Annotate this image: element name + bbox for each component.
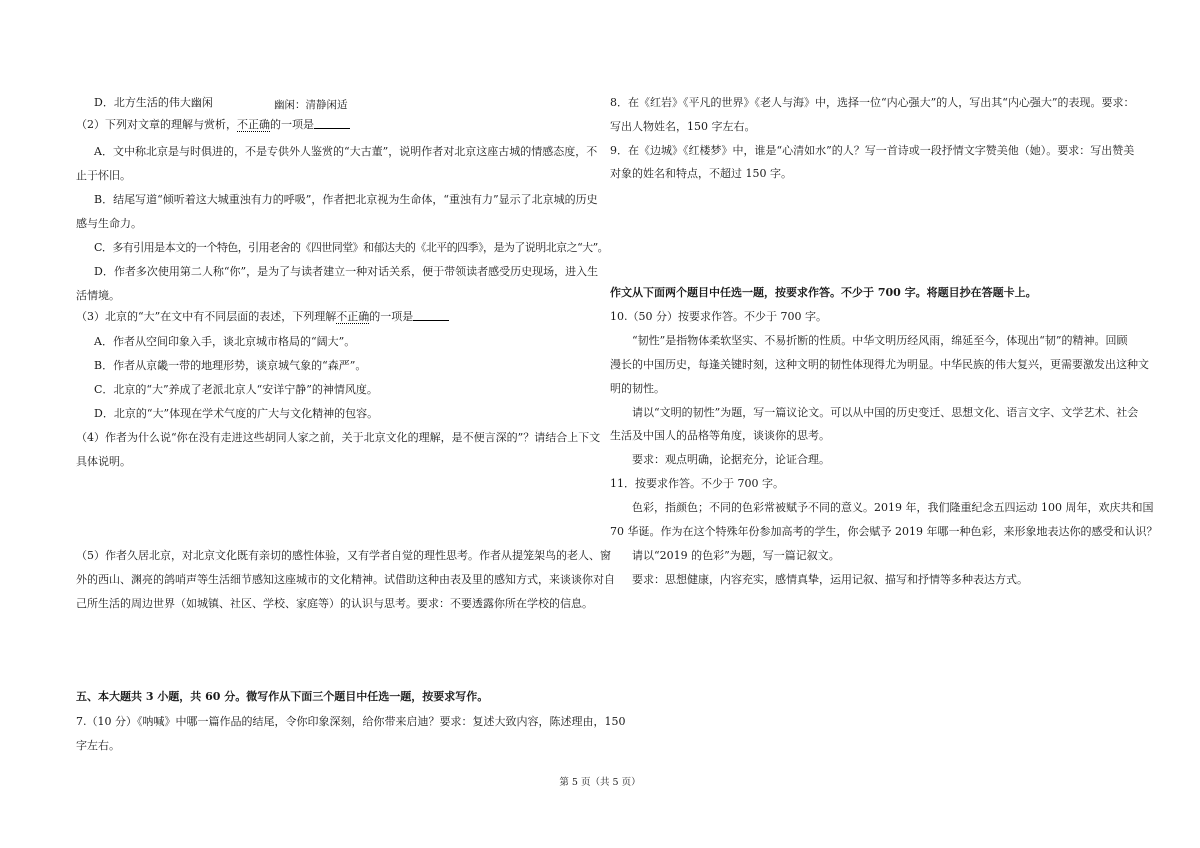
q7-line1: 7.（10 分）《呐喊》中哪一篇作品的结尾，令你印象深刻，给你带来启迪？要求：复述大致内容，陈述理由，150 — [76, 715, 626, 728]
q10-heading: 10.（50 分）按要求作答。不少于 700 字。 — [610, 310, 827, 323]
q8-line2: 写出人物姓名，150 字左右。 — [610, 120, 756, 133]
q2-answer-blank[interactable] — [314, 117, 350, 129]
q2-option-a-line2: 止于怀旧。 — [76, 169, 131, 182]
q2-option-b-line2: 感与生命力。 — [76, 217, 142, 230]
q1-option-d-note: 幽闲：清静闲适 — [274, 99, 348, 111]
q9-line1: 9．在《边城》《红楼梦》中，谁是“心清如水”的人？写一首诗或一段抒情文字赞美他（她）。要求：写出赞美 — [610, 144, 1135, 157]
q11-heading: 11．按要求作答。不少于 700 字。 — [610, 477, 784, 490]
q3-stem-prefix: （3）北京的“大”在文中有不同层面的表述，下列理解 — [76, 310, 337, 323]
q2-stem-suffix: 的一项是 — [270, 118, 314, 131]
q2-stem-emphasis: 不正确 — [237, 118, 270, 131]
q2-option-b-line1: B．结尾写道“倾听着这大城重浊有力的呼吸”，作者把北京视为生命体，“重浊有力”显示了北京城的历史 — [94, 193, 598, 206]
q3-option-a: A．作者从空间印象入手，谈北京城市格局的“阔大”。 — [94, 335, 356, 348]
q11-para1-line1: 色彩，指颜色；不同的色彩常被赋予不同的意义。2019 年，我们隆重纪念五四运动 100 周年，欢庆共和国 — [632, 501, 1154, 514]
q3-stem-emphasis: 不正确 — [336, 310, 370, 323]
q10-para1-line3: 明的韧性。 — [610, 382, 665, 395]
q4-line1: （4）作者为什么说“你在没有走进这些胡同人家之前，关于北京文化的理解，是不便言深的”？请结合上下文 — [76, 431, 601, 444]
q10-para2-line2: 生活及中国人的品格等角度，谈谈你的思考。 — [610, 429, 830, 442]
q3-option-c: C．北京的“大”养成了老派北京人“安详宁静”的神情风度。 — [94, 383, 378, 396]
q2-option-d-line2: 活情境。 — [76, 289, 120, 302]
q2-stem-prefix: （2）下列对文章的理解与赏析， — [76, 118, 237, 131]
q5-line3: 己所生活的周边世界（如城镇、社区、学校、家庭等）的认识与思考。要求：不要透露你所在学校的信息。 — [76, 597, 593, 610]
section-5-header: 五、本大题共 3 小题，共 60 分。微写作从下面三个题目中任选一题，按要求写作。 — [76, 690, 489, 703]
q10-requirements: 要求：观点明确，论据充分，论证合理。 — [632, 453, 830, 466]
q3-answer-blank[interactable] — [413, 309, 449, 321]
q10-para1-line1: “韧性”是指物体柔软坚实、不易折断的性质。中华文明历经风雨，绵延至今，体现出“韧”的精神。回顾 — [632, 334, 1128, 347]
q2-option-a-line1: A．文中称北京是与时俱进的，不是专供外人鉴赏的“大古董”，说明作者对北京这座古城的情感态度，不 — [94, 145, 598, 158]
q5-line2: 外的西山、渊亮的鸽哨声等生活细节感知这座城市的文化精神。试借助这种由表及里的感知方式，来谈谈你对自 — [76, 573, 615, 586]
q11-para1-line2: 70 华诞。作为在这个特殊年份参加高考的学生，你会赋予 2019 年哪一种色彩，来形象地表达你的感受和认识？ — [610, 525, 1158, 538]
q4-line2: 具体说明。 — [76, 455, 131, 468]
q7-line2: 字左右。 — [76, 739, 120, 752]
q9-line2: 对象的姓名和特点，不超过 150 字。 — [610, 167, 792, 180]
q3-option-d: D．北京的“大”体现在学术气度的广大与文化精神的包容。 — [94, 407, 379, 420]
q3-stem — [76, 309, 449, 325]
q11-requirements: 要求：思想健康，内容充实，感情真挚，运用记叙、描写和抒情等多种表达方式。 — [632, 573, 1028, 586]
q8-line1: 8．在《红岩》《平凡的世界》《老人与海》中，选择一位“内心强大”的人，写出其“内心强大”的表现。要求： — [610, 96, 1135, 109]
q10-para1-line2: 漫长的中国历史，每逢关键时刻，这种文明的韧性体现得尤为明显。中华民族的伟大复兴，更需要激发出这种文 — [610, 358, 1149, 371]
q2-stem — [76, 117, 350, 133]
q3-stem-suffix: 的一项是 — [369, 310, 414, 323]
q11-para2: 请以“2019 的色彩”为题，写一篇记叙文。 — [632, 549, 840, 562]
q5-line1: （5）作者久居北京，对北京文化既有亲切的感性体验，又有学者自觉的理性思考。作者从提笼架鸟的老人、窗 — [76, 549, 611, 562]
q2-option-c: C．多有引用是本文的一个特色，引用老舍的《四世同堂》和郁达夫的《北平的四季》，是为了说明北京之“大”。 — [94, 241, 609, 254]
essay-section-header: 作文从下面两个题目中任选一题，按要求作答。不少于 700 字。将题目抄在答题卡上。 — [610, 286, 1037, 299]
q3-option-b: B．作者从京畿一带的地理形势，谈京城气象的“森严”。 — [94, 359, 367, 372]
q1-option-d: D．北方生活的伟大幽闲 — [94, 96, 213, 109]
page-footer: 第 5 页（共 5 页） — [559, 777, 641, 788]
q2-option-d-line1: D．作者多次使用第二人称“你”，是为了与读者建立一种对话关系，便于带领读者感受历史现场，进入生 — [94, 265, 599, 278]
q10-para2-line1: 请以“文明的韧性”为题，写一篇议论文。可以从中国的历史变迁、思想文化、语言文字、文学艺术、社会 — [632, 406, 1139, 419]
